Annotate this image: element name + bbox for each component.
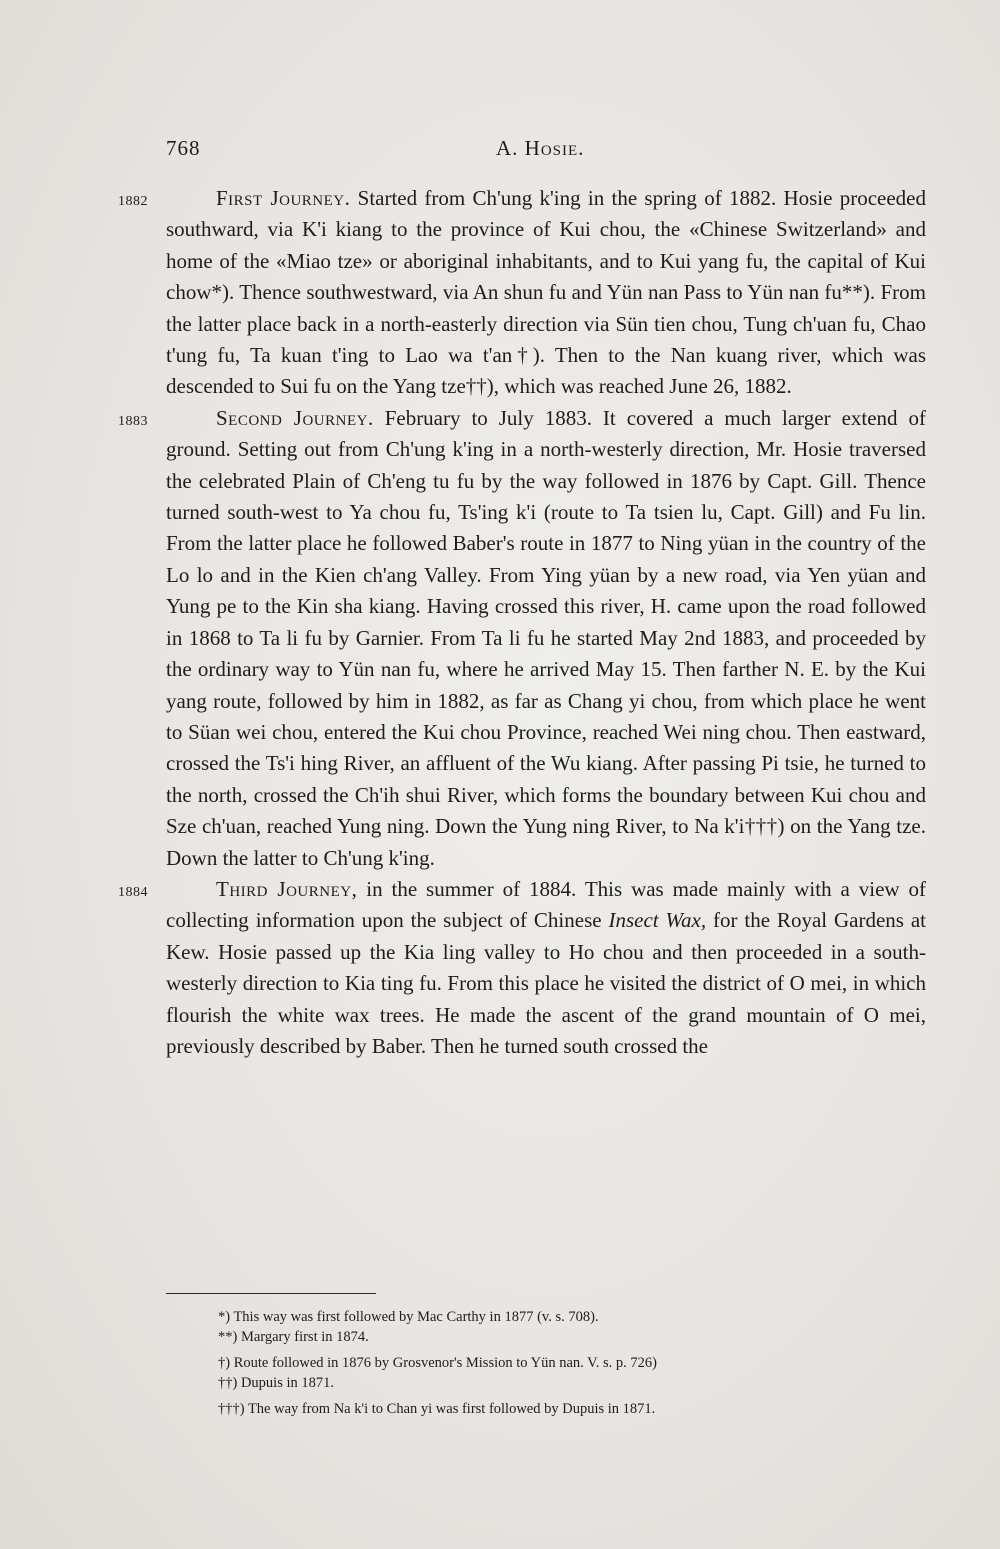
footnote: †) Route followed in 1876 by Grosvenor's Mission to Yün nan. V. s. p. 726) (218, 1355, 657, 1371)
paragraph-third-journey (118, 874, 926, 1062)
paragraph-body: for the Royal Gardens at Kew. Hosie passed up the Kia ling valley to Ho chou and then proceeded in a south-westerly direction to Kia ting fu. From this place he visited the district of O mei, in which flourish the white wax trees. He made the ascent of the grand mountain of O mei, previously described by Baber. Then he turned south crossed the (166, 908, 926, 1058)
page-header (166, 136, 926, 166)
italic-term: Insect Wax, (608, 908, 707, 933)
margin-year: 1883 (118, 413, 148, 429)
footnote-rule (166, 1293, 376, 1294)
footnotes (218, 1307, 858, 1419)
margin-year: 1884 (118, 884, 148, 900)
paragraph-title: Third Journey, (216, 876, 358, 901)
footnote: ††) Dupuis in 1871. (218, 1375, 334, 1391)
margin-year: 1882 (118, 194, 148, 209)
paragraph-body: in the summer of 1884. This was made mainly with a view of collecting information upon the subject of Chinese (166, 876, 926, 933)
footnote: *) This way was first followed by Mac Carthy in 1877 (v. s. 708). (218, 1309, 599, 1325)
paragraph-title: First Journey. (216, 186, 351, 210)
footnote: **) Margary first in 1874. (218, 1329, 369, 1345)
paragraph-body: February to July 1883. It covered a much larger extend of ground. Setting out from Ch'ung k'ing in a north-westerly direction, Mr. Hosie traversed the celebrated Plain of Ch'eng tu fu by the way followed in 1876 by Capt. Gill. Thence turned south-west to Ya chou fu, Ts'ing k'i (route to Ta tsien lu, Capt. Gill) and Fu lin. From the latter place he followed Baber's route in 1877 to Ning yüan in the country of the Lo lo and in the Kien ch'ang Valley. From Ying yüan by a new road, via Yen yüan and Yung pe to the Kin sha kiang. Having crossed this river, H. came upon the road followed in 1868 to Ta li fu by Garnier. From Ta li fu he started May 2nd 1883, and proceeded by the ordinary way to Yün nan fu, where he arrived May 15. Then farther N. E. by the Kui yang route, followed by him in 1882, as far as Chang yi chou, from which place he went to Süan wei chou, entered the Kui chou Province, reached Wei ning chou. Then eastward, crossed the Ts'i hing River, an affluent of the Wu kiang. After passing Pi tsie, he turned to the north, crossed the Ch'ih shui River, which forms the boundary between Kui chou and Sze ch'uan, reached Yung ning. Down the Yung ning River, to Na k'i†††) on the Yang tze. Down the latter to Ch'ung k'ing. (166, 405, 927, 870)
main-text (118, 183, 927, 1062)
paragraph-first-journey (118, 183, 926, 403)
page-number: 768 (166, 136, 201, 160)
footnote: †††) The way from Na k'i to Chan yi was first followed by Dupuis in 1871. (218, 1401, 656, 1417)
paragraph-second-journey (118, 403, 927, 874)
paragraph-title: Second Journey. (216, 405, 374, 430)
paragraph-body: Started from Ch'ung k'ing in the spring of 1882. Hosie proceeded southward, via K'i kiang to the province of Kui chou, the «Chinese Switzerland» and home of the «Miao tze» or aboriginal inhabitants, and to Kui yang fu, the capital of Kui chow*). Thence southwestward, via An shun fu and Yün nan Pass to Yün nan fu**). From the latter place back in a north-easterly direction via Sün tien chou, Tung ch'uan fu, Chao t'ung fu, Ta kuan t'ing to Lao wa t'an†). Then to the Nan kuang river, which was descended to Sui fu on the Yang tze††), which was reached June 26, 1882. (166, 186, 926, 399)
running-head: A. Hosie. (496, 136, 585, 160)
